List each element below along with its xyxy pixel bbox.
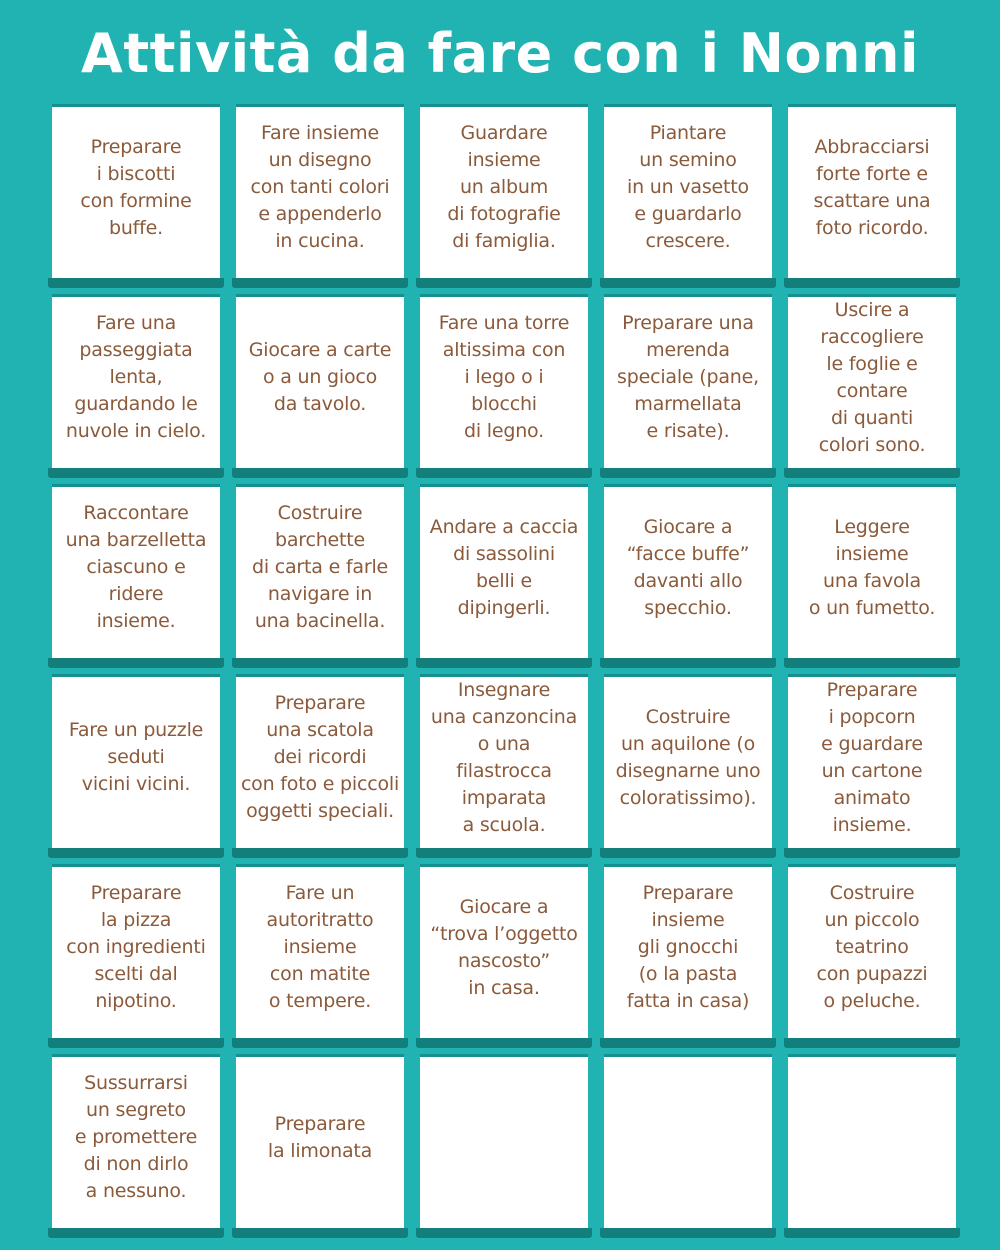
- activity-text: Fare una passeggiata lenta, guardando le nuvole in cielo.: [65, 312, 207, 442]
- activity-text: Fare un puzzle seduti vicini vicini.: [68, 719, 204, 795]
- activity-card: [52, 864, 220, 1038]
- activity-text: Abbracciarsi forte forte e scattare una foto ricordo.: [813, 135, 931, 239]
- empty-card: [420, 1054, 588, 1228]
- activity-text: Piantare un semino in un vasetto e guardarlo crescere.: [627, 122, 749, 252]
- activity-text: Giocare a “facce buffe” davanti allo specchio.: [626, 515, 750, 619]
- activity-text: Costruire un aquilone (o disegnarne uno coloratissimo).: [615, 705, 761, 809]
- activity-text: Preparare la limonata: [267, 1112, 373, 1162]
- activity-text: Uscire a raccogliere le foglie e contare di quanti colori sono.: [818, 298, 926, 456]
- activity-text: Leggere insieme una favola o un fumetto.: [808, 515, 936, 619]
- activity-card: [788, 104, 956, 278]
- activity-text: Preparare i biscotti con formine buffe.: [80, 135, 192, 239]
- activity-text: Giocare a “trova l’oggetto nascosto” in casa.: [430, 895, 578, 999]
- activity-text: Costruire barchette di carta e farle navigare in una bacinella.: [251, 502, 389, 632]
- activity-text: Preparare una merenda speciale (pane, marmellata e risate).: [617, 312, 759, 442]
- activity-card: [788, 484, 956, 658]
- activity-card: [420, 864, 588, 1038]
- activity-text: Raccontare una barzelletta ciascuno e ridere insieme.: [65, 502, 207, 632]
- activity-text: Sussurrarsi un segreto e promettere di non dirlo a nessuno.: [74, 1072, 198, 1202]
- activity-text: Guardare insieme un album di fotografie di famiglia.: [447, 122, 561, 252]
- activity-card: [604, 864, 772, 1038]
- activity-card: [420, 294, 588, 468]
- activity-card: [236, 294, 404, 468]
- activity-text: Fare un autoritratto insieme con matite o tempere.: [266, 882, 374, 1012]
- activity-text: Insegnare una canzoncina o una filastrocca imparata a scuola.: [430, 678, 578, 836]
- activity-card: [236, 104, 404, 278]
- empty-card: [604, 1054, 772, 1228]
- activity-text: Costruire un piccolo teatrino con pupazzi o peluche.: [816, 882, 928, 1012]
- activity-card: [236, 674, 404, 848]
- activity-card: [236, 1054, 404, 1228]
- activity-card: [52, 674, 220, 848]
- activity-card: [420, 484, 588, 658]
- activity-text: Preparare insieme gli gnocchi (o la pasta fatta in casa): [626, 882, 750, 1012]
- activity-card: [52, 1054, 220, 1228]
- activity-card: [604, 674, 772, 848]
- activity-text: Fare una torre altissima con i lego o i blocchi di legno.: [438, 312, 570, 442]
- empty-card: [788, 1054, 956, 1228]
- activity-card: [788, 864, 956, 1038]
- activity-card: [52, 294, 220, 468]
- activity-card: [604, 104, 772, 278]
- activity-card: [52, 484, 220, 658]
- activity-card: [788, 294, 956, 468]
- activity-card: [604, 294, 772, 468]
- activity-card: [420, 674, 588, 848]
- activity-grid: [52, 104, 958, 1228]
- activity-card: [604, 484, 772, 658]
- activity-card: [236, 484, 404, 658]
- activity-card: [236, 864, 404, 1038]
- activity-text: Giocare a carte o a un gioco da tavolo.: [248, 339, 392, 415]
- activity-text: Fare insieme un disegno con tanti colori e appenderlo in cucina.: [250, 122, 390, 252]
- activity-text: Preparare i popcorn e guardare un cartone animato insieme.: [821, 678, 923, 836]
- page-title: Attività da fare con i Nonni: [81, 22, 919, 85]
- activity-card: [788, 674, 956, 848]
- activity-text: Preparare una scatola dei ricordi con foto e piccoli oggetti speciali.: [240, 692, 400, 822]
- activity-card: [420, 104, 588, 278]
- activity-text: Andare a caccia di sassolini belli e dipingerli.: [429, 515, 579, 619]
- activity-text: Preparare la pizza con ingredienti scelti dal nipotino.: [66, 882, 206, 1012]
- activity-card: [52, 104, 220, 278]
